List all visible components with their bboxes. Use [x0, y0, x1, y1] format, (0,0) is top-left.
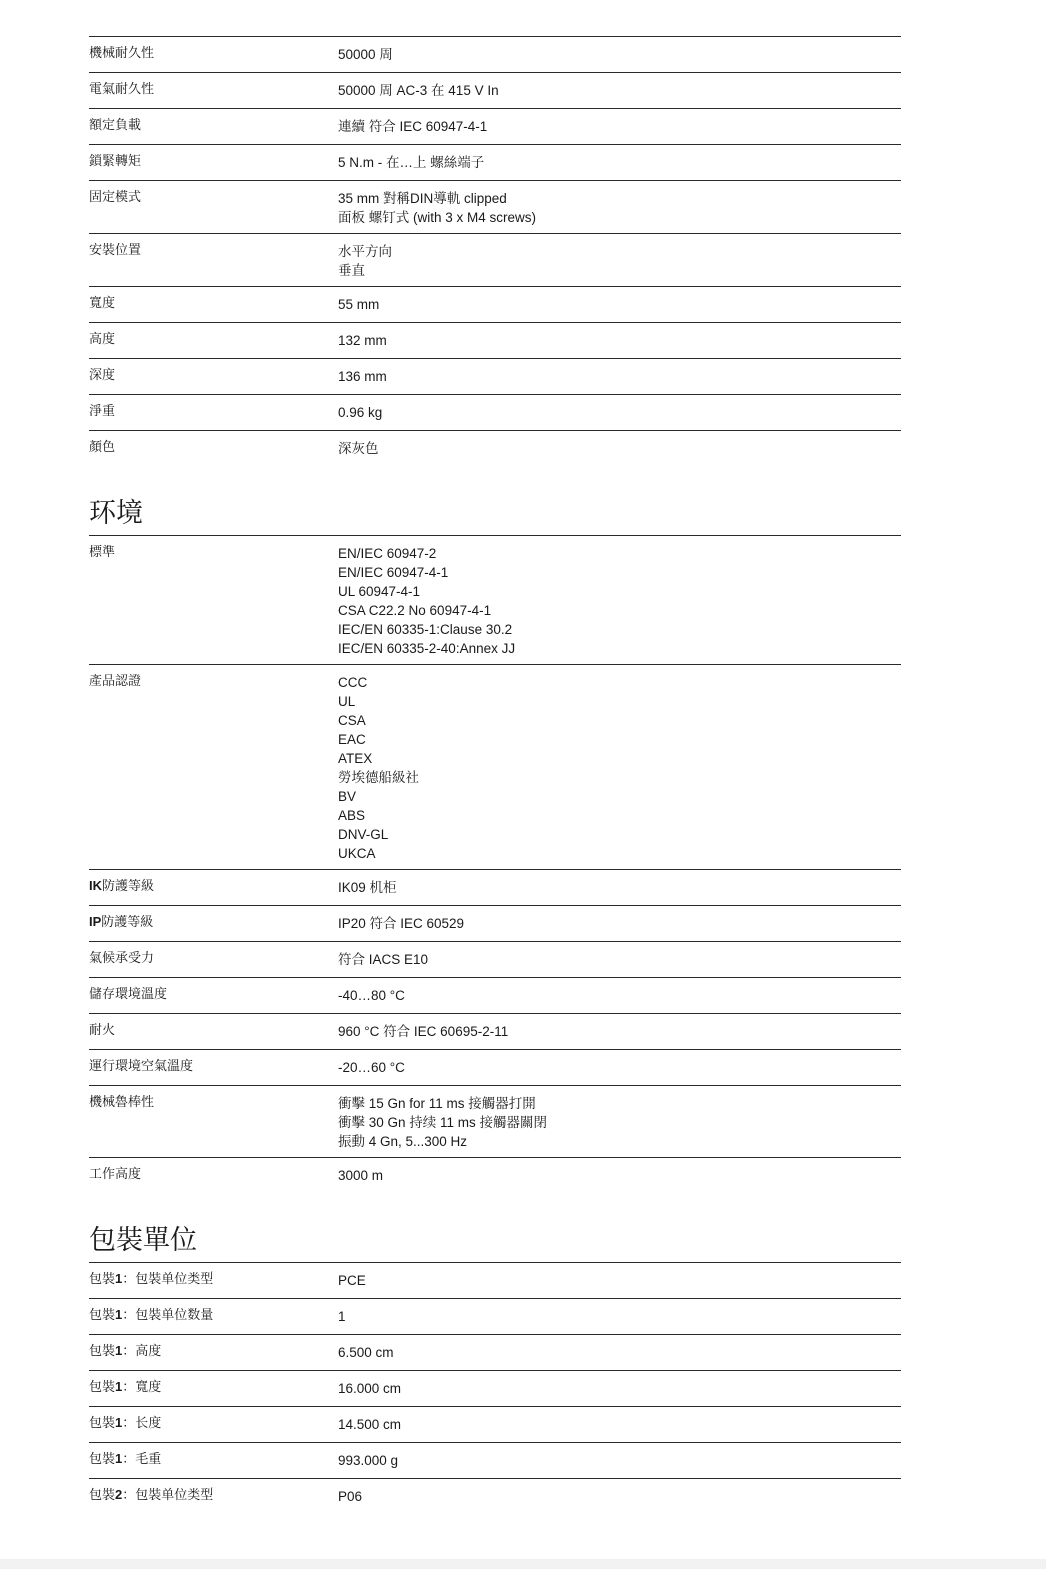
- spec-value: IEC/EN 60335-1:Clause 30.2: [338, 622, 513, 637]
- spec-row: [89, 1050, 901, 1086]
- spec-row: [89, 395, 901, 431]
- spec-value: 面板 螺钉式 (with 3 x M4 screws): [338, 210, 537, 225]
- spec-value: 16.000 cm: [338, 1381, 402, 1396]
- spec-values: [338, 1165, 901, 1188]
- spec-values: [338, 366, 901, 388]
- spec-row: [89, 942, 901, 978]
- spec-value: 5 N.m - 在…上 螺絲端子: [338, 155, 485, 170]
- spec-value: DNV-GL: [338, 827, 389, 842]
- spec-values: [338, 877, 901, 899]
- spec-row: [89, 1086, 901, 1158]
- spec-label: [89, 1378, 338, 1400]
- spec-value: PCE: [338, 1273, 366, 1288]
- spec-label-prefix: 包裝: [89, 1379, 116, 1394]
- spec-value: 0.96 kg: [338, 405, 383, 420]
- spec-values: [338, 1486, 901, 1509]
- spec-label: [89, 1165, 338, 1188]
- spec-label-text: ：包裝单位类型: [122, 1487, 214, 1502]
- spec-values: [338, 672, 901, 863]
- spec-value: EN/IEC 60947-4-1: [338, 565, 449, 580]
- spec-label-text: 運行環境空氣溫度: [89, 1058, 194, 1073]
- spec-value: ATEX: [338, 751, 373, 766]
- spec-value: UL: [338, 694, 356, 709]
- spec-row: [89, 1299, 901, 1335]
- spec-label-bold: 1: [115, 1415, 123, 1430]
- spec-section: [89, 493, 901, 1194]
- spec-label-text: 防護等級: [101, 914, 154, 929]
- spec-value: 垂直: [338, 263, 365, 278]
- spec-values: [338, 44, 901, 66]
- spec-label: [89, 1342, 338, 1364]
- spec-value: 993.000 g: [338, 1453, 399, 1468]
- spec-value: 50000 周 AC-3 在 415 V In: [338, 83, 499, 98]
- spec-value: 1: [338, 1309, 346, 1324]
- spec-section: [89, 36, 901, 467]
- spec-label: [89, 543, 338, 658]
- spec-label: [89, 116, 338, 138]
- spec-label: [89, 402, 338, 424]
- spec-value: ABS: [338, 808, 366, 823]
- spec-value: IEC/EN 60335-2-40:Annex JJ: [338, 641, 516, 656]
- spec-row: [89, 536, 901, 665]
- spec-row: [89, 1158, 901, 1194]
- spec-values: [338, 1378, 901, 1400]
- spec-value: CCC: [338, 675, 368, 690]
- spec-values: [338, 1306, 901, 1328]
- spec-values: [338, 438, 901, 461]
- spec-label-text: 標準: [89, 544, 116, 559]
- spec-label-text: 耐火: [89, 1022, 116, 1037]
- spec-label: [89, 985, 338, 1007]
- spec-label-text: 安裝位置: [89, 242, 142, 257]
- spec-row: [89, 978, 901, 1014]
- spec-values: [338, 116, 901, 138]
- spec-label-text: 產品認證: [89, 673, 142, 688]
- spec-label-bold: IK: [89, 878, 102, 893]
- spec-label-text: ：包裝单位类型: [122, 1271, 214, 1286]
- spec-label: [89, 330, 338, 352]
- spec-label: [89, 1270, 338, 1292]
- spec-row: [89, 1443, 901, 1479]
- spec-label-bold: IP: [89, 914, 102, 929]
- spec-value: 水平方向: [338, 244, 392, 259]
- spec-values: [338, 80, 901, 102]
- spec-row: [89, 109, 901, 145]
- spec-label-text: 儲存環境溫度: [89, 986, 168, 1001]
- spec-values: [338, 330, 901, 352]
- spec-value: 55 mm: [338, 297, 380, 312]
- spec-row: [89, 1371, 901, 1407]
- spec-values: [338, 985, 901, 1007]
- section-title: 环境: [89, 498, 143, 528]
- spec-values: [338, 543, 901, 658]
- spec-values: [338, 913, 901, 935]
- spec-value: 136 mm: [338, 369, 387, 384]
- page-bottom-bar: [0, 1559, 1046, 1569]
- spec-label-text: 高度: [89, 331, 116, 346]
- spec-label-text: 深度: [89, 367, 116, 382]
- spec-label-bold: 1: [115, 1379, 123, 1394]
- spec-label-text: 淨重: [89, 403, 116, 418]
- spec-label: [89, 44, 338, 66]
- spec-row: [89, 665, 901, 870]
- spec-value: 深灰色: [338, 441, 379, 456]
- spec-label: [89, 913, 338, 935]
- spec-label-bold: 1: [115, 1451, 123, 1466]
- spec-label: [89, 80, 338, 102]
- spec-label: [89, 1414, 338, 1436]
- spec-label-text: 防護等級: [102, 878, 155, 893]
- spec-document: [89, 36, 901, 1515]
- spec-label-text: ：寬度: [122, 1379, 162, 1394]
- spec-row: [89, 1479, 901, 1515]
- spec-value: 960 °C 符合 IEC 60695-2-11: [338, 1024, 509, 1039]
- spec-values: [338, 1342, 901, 1364]
- spec-value: 連續 符合 IEC 60947-4-1: [338, 119, 488, 134]
- spec-label-text: ：高度: [122, 1343, 162, 1358]
- spec-value: 振動 4 Gn, 5...300 Hz: [338, 1134, 468, 1149]
- spec-label-text: 額定負載: [89, 117, 142, 132]
- spec-row: [89, 906, 901, 942]
- spec-row: [89, 1014, 901, 1050]
- spec-row: [89, 359, 901, 395]
- spec-values: [338, 241, 901, 280]
- spec-label: [89, 1306, 338, 1328]
- spec-value: 14.500 cm: [338, 1417, 402, 1432]
- spec-section: [89, 1220, 901, 1515]
- spec-value: CSA C22.2 No 60947-4-1: [338, 603, 492, 618]
- spec-row: [89, 1407, 901, 1443]
- spec-label-prefix: 包裝: [89, 1451, 116, 1466]
- spec-label-text: 顏色: [89, 439, 116, 454]
- spec-label: [89, 1093, 338, 1151]
- spec-value: 6.500 cm: [338, 1345, 394, 1360]
- spec-values: [338, 1450, 901, 1472]
- spec-row: [89, 1335, 901, 1371]
- spec-label-text: ：包裝单位数量: [122, 1307, 214, 1322]
- spec-row: [89, 145, 901, 181]
- spec-row: [89, 431, 901, 467]
- spec-value: 132 mm: [338, 333, 387, 348]
- spec-values: [338, 1093, 901, 1151]
- spec-table: [89, 1262, 901, 1515]
- spec-value: P06: [338, 1489, 363, 1504]
- spec-label: [89, 438, 338, 461]
- spec-value: EAC: [338, 732, 366, 747]
- spec-value: IK09 机柜: [338, 880, 397, 895]
- spec-values: [338, 1414, 901, 1436]
- spec-value: 符合 IACS E10: [338, 952, 429, 967]
- spec-values: [338, 1270, 901, 1292]
- spec-label-text: ：长度: [122, 1415, 162, 1430]
- spec-value: UL 60947-4-1: [338, 584, 421, 599]
- spec-value: 3000 m: [338, 1168, 384, 1183]
- spec-value: 50000 周: [338, 47, 393, 62]
- spec-row: [89, 287, 901, 323]
- spec-values: [338, 402, 901, 424]
- spec-label: [89, 294, 338, 316]
- spec-label-text: 機械魯棒性: [89, 1094, 155, 1109]
- spec-label-text: 鎖緊轉矩: [89, 153, 142, 168]
- spec-label-text: 工作高度: [89, 1166, 142, 1181]
- spec-values: [338, 1021, 901, 1043]
- spec-row: [89, 181, 901, 234]
- spec-label-text: 機械耐久性: [89, 45, 155, 60]
- spec-table: [89, 535, 901, 1194]
- spec-label-text: 電氣耐久性: [89, 81, 155, 96]
- spec-value: 勞埃德船級社: [338, 770, 419, 785]
- spec-row: [89, 323, 901, 359]
- spec-label-bold: 1: [115, 1307, 123, 1322]
- spec-label: [89, 1021, 338, 1043]
- spec-row: [89, 870, 901, 906]
- spec-row: [89, 73, 901, 109]
- spec-row: [89, 1263, 901, 1299]
- spec-label-bold: 2: [115, 1487, 123, 1502]
- spec-label: [89, 877, 338, 899]
- spec-label: [89, 1057, 338, 1079]
- spec-label-prefix: 包裝: [89, 1343, 116, 1358]
- spec-value: IP20 符合 IEC 60529: [338, 916, 465, 931]
- spec-label: [89, 1450, 338, 1472]
- spec-values: [338, 294, 901, 316]
- spec-label-prefix: 包裝: [89, 1271, 116, 1286]
- spec-label-text: ：毛重: [122, 1451, 162, 1466]
- spec-label-bold: 1: [115, 1343, 123, 1358]
- spec-values: [338, 1057, 901, 1079]
- spec-value: -40…80 °C: [338, 988, 405, 1003]
- spec-value: CSA: [338, 713, 366, 728]
- spec-value: 衝擊 15 Gn for 11 ms 接觸器打開: [338, 1096, 536, 1111]
- spec-label-text: 寬度: [89, 295, 116, 310]
- spec-values: [338, 152, 901, 174]
- spec-table: [89, 36, 901, 467]
- spec-label: [89, 241, 338, 280]
- spec-value: EN/IEC 60947-2: [338, 546, 437, 561]
- spec-label: [89, 366, 338, 388]
- spec-values: [338, 949, 901, 971]
- spec-label-prefix: 包裝: [89, 1307, 116, 1322]
- section-title: 包裝單位: [89, 1225, 197, 1255]
- spec-label-bold: 1: [115, 1271, 123, 1286]
- spec-label: [89, 188, 338, 227]
- spec-value: BV: [338, 789, 357, 804]
- spec-label: [89, 1486, 338, 1509]
- spec-label-prefix: 包裝: [89, 1487, 116, 1502]
- spec-label-prefix: 包裝: [89, 1415, 116, 1430]
- spec-value: 35 mm 對稱DIN導軌 clipped: [338, 191, 507, 206]
- spec-label: [89, 152, 338, 174]
- spec-row: [89, 234, 901, 287]
- spec-label-text: 氣候承受力: [89, 950, 155, 965]
- spec-label: [89, 672, 338, 863]
- spec-value: UKCA: [338, 846, 376, 861]
- spec-value: -20…60 °C: [338, 1060, 405, 1075]
- spec-row: [89, 37, 901, 73]
- spec-label-text: 固定模式: [89, 189, 142, 204]
- spec-values: [338, 188, 901, 227]
- spec-value: 衝擊 30 Gn 持续 11 ms 接觸器關閉: [338, 1115, 548, 1130]
- spec-label: [89, 949, 338, 971]
